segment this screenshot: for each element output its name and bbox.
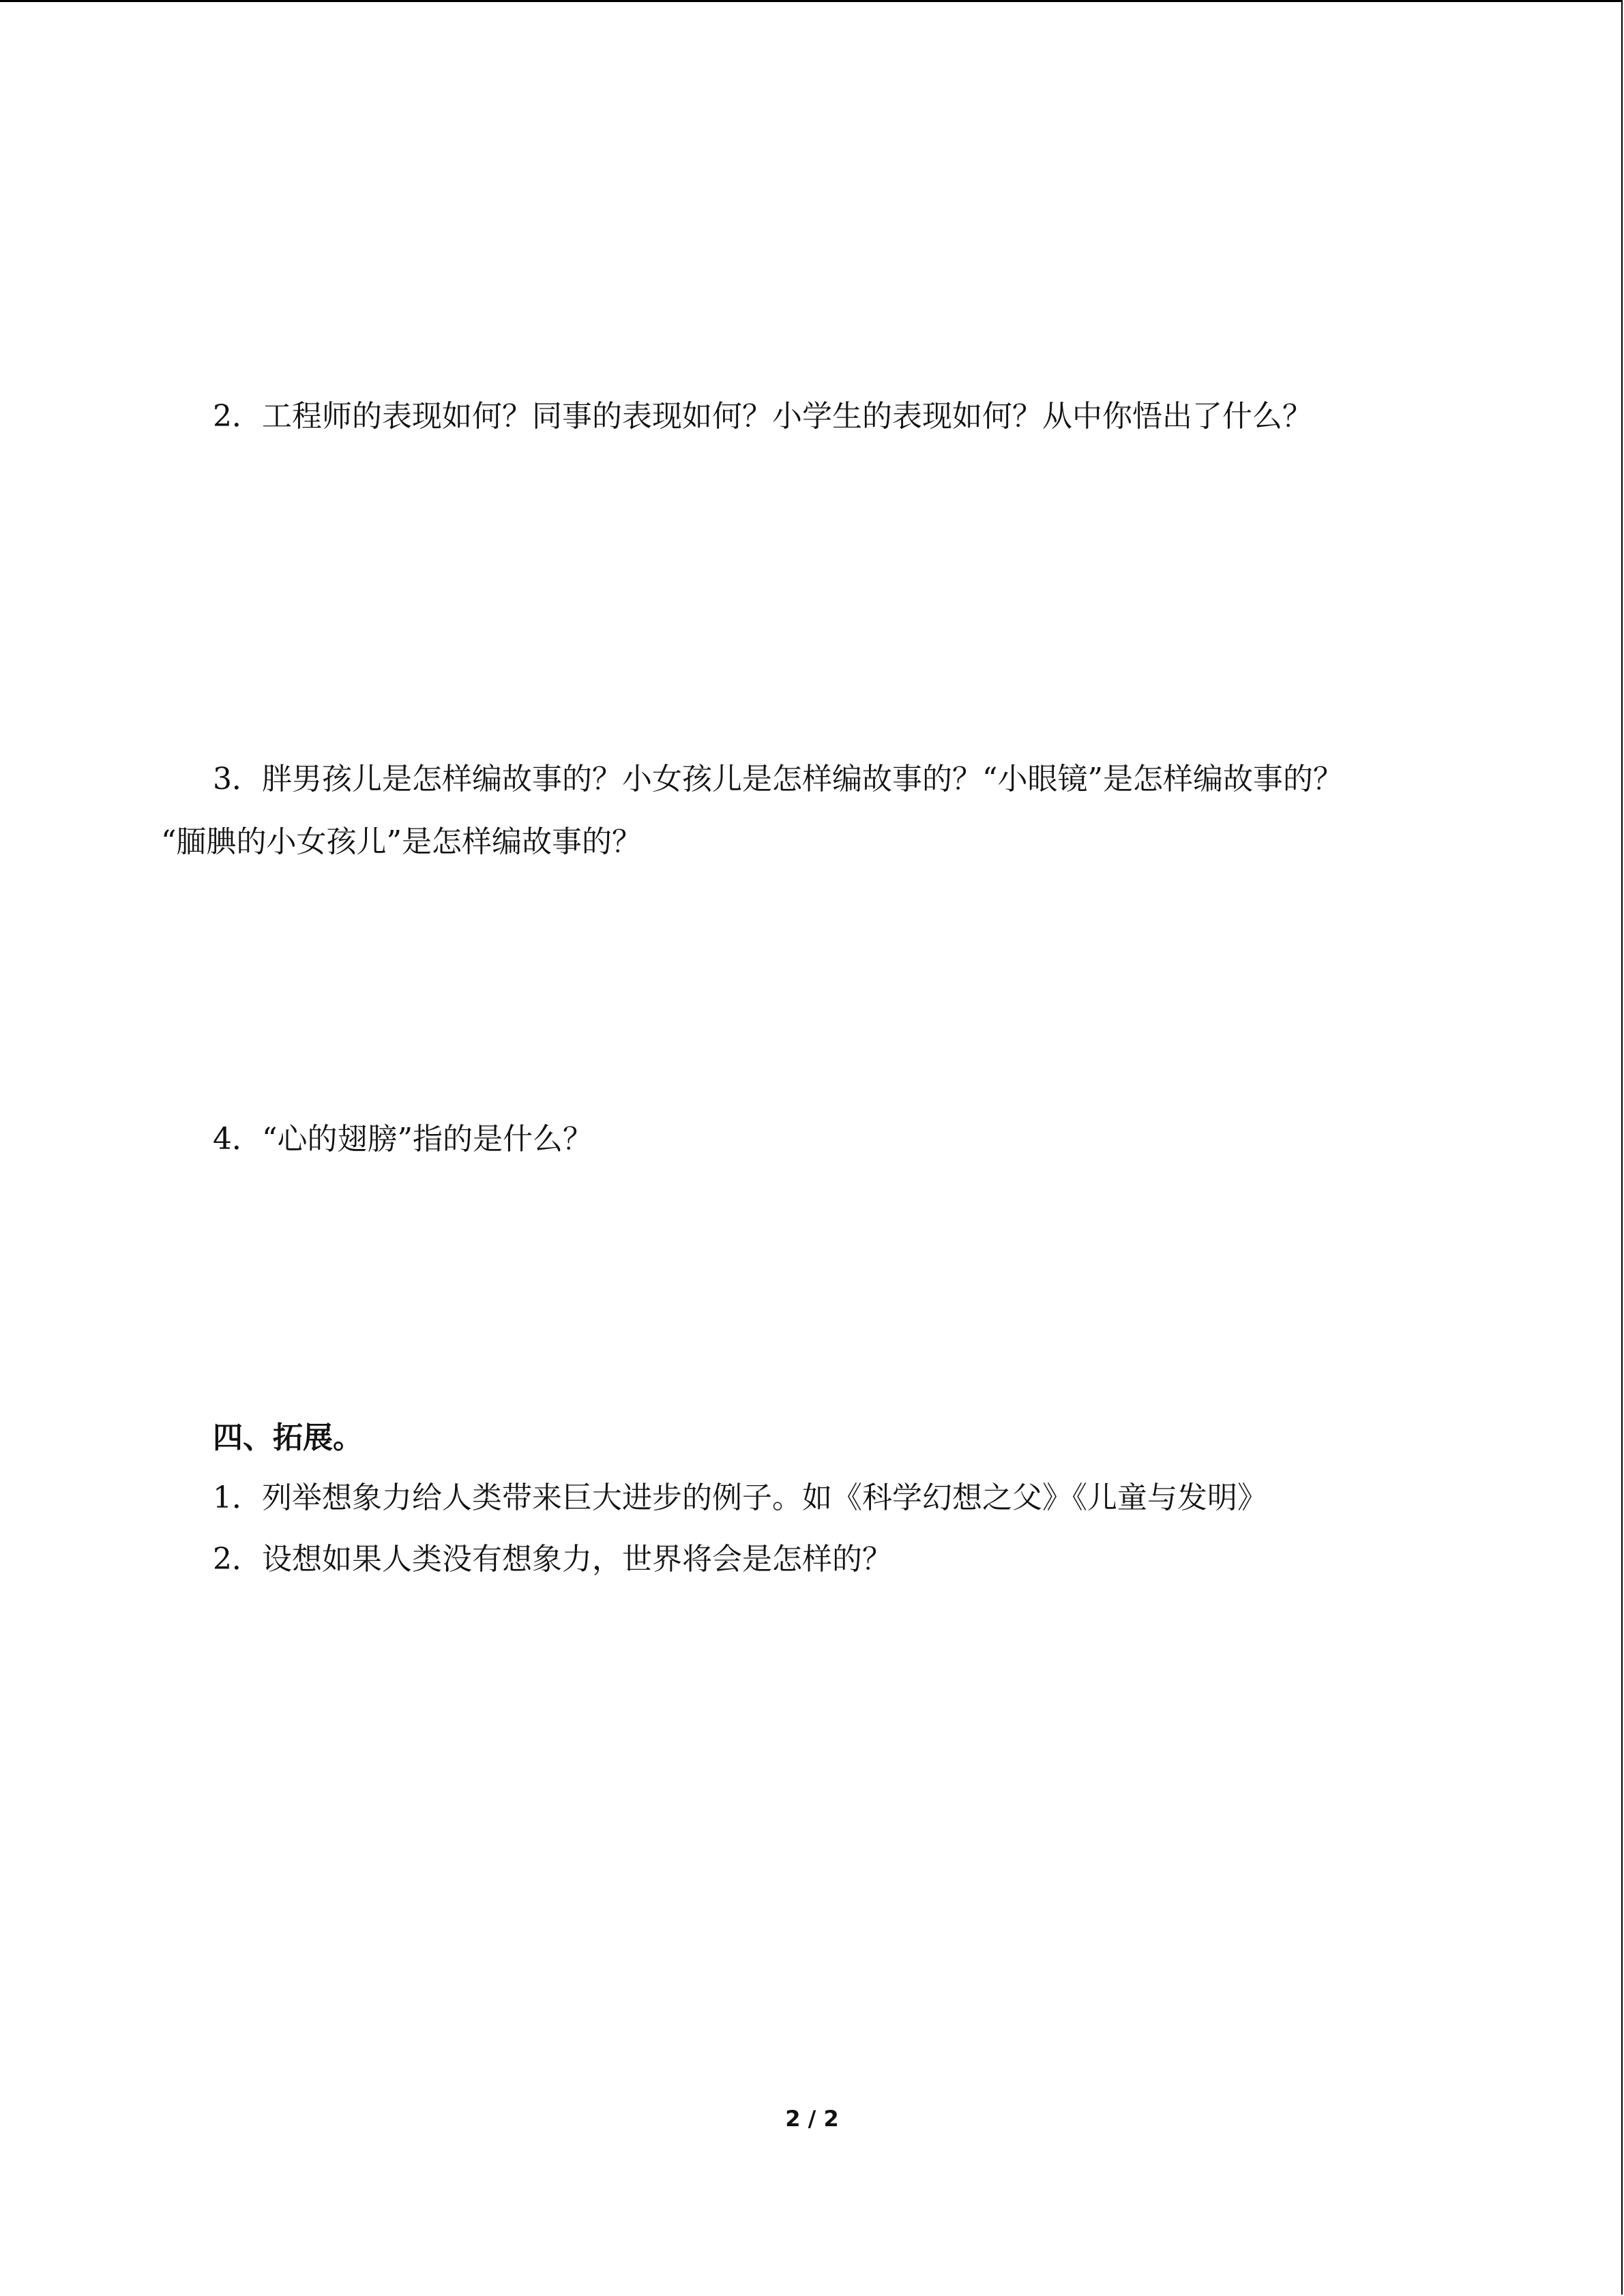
page-number: 2 / 2 bbox=[785, 2106, 839, 2132]
question-3-line-1: 3．胖男孩儿是怎样编故事的？小女孩儿是怎样编故事的？“小眼镜”是怎样编故事的？ bbox=[213, 762, 1343, 796]
question-4: 4．“心的翅膀”指的是什么？ bbox=[213, 1122, 593, 1157]
section-heading-extension: 四、拓展。 bbox=[213, 1420, 363, 1455]
question-2: 2．工程师的表现如何？同事的表现如何？小学生的表现如何？从中你悟出了什么？ bbox=[213, 399, 1312, 434]
extension-item-1: 1．列举想象力给人类带来巨大进步的例子。如《科学幻想之父》《儿童与发明》 bbox=[213, 1480, 1267, 1515]
extension-item-2: 2．设想如果人类没有想象力，世界将会是怎样的？ bbox=[213, 1542, 892, 1577]
question-3-line-2: “腼腆的小女孩儿”是怎样编故事的？ bbox=[161, 824, 642, 859]
